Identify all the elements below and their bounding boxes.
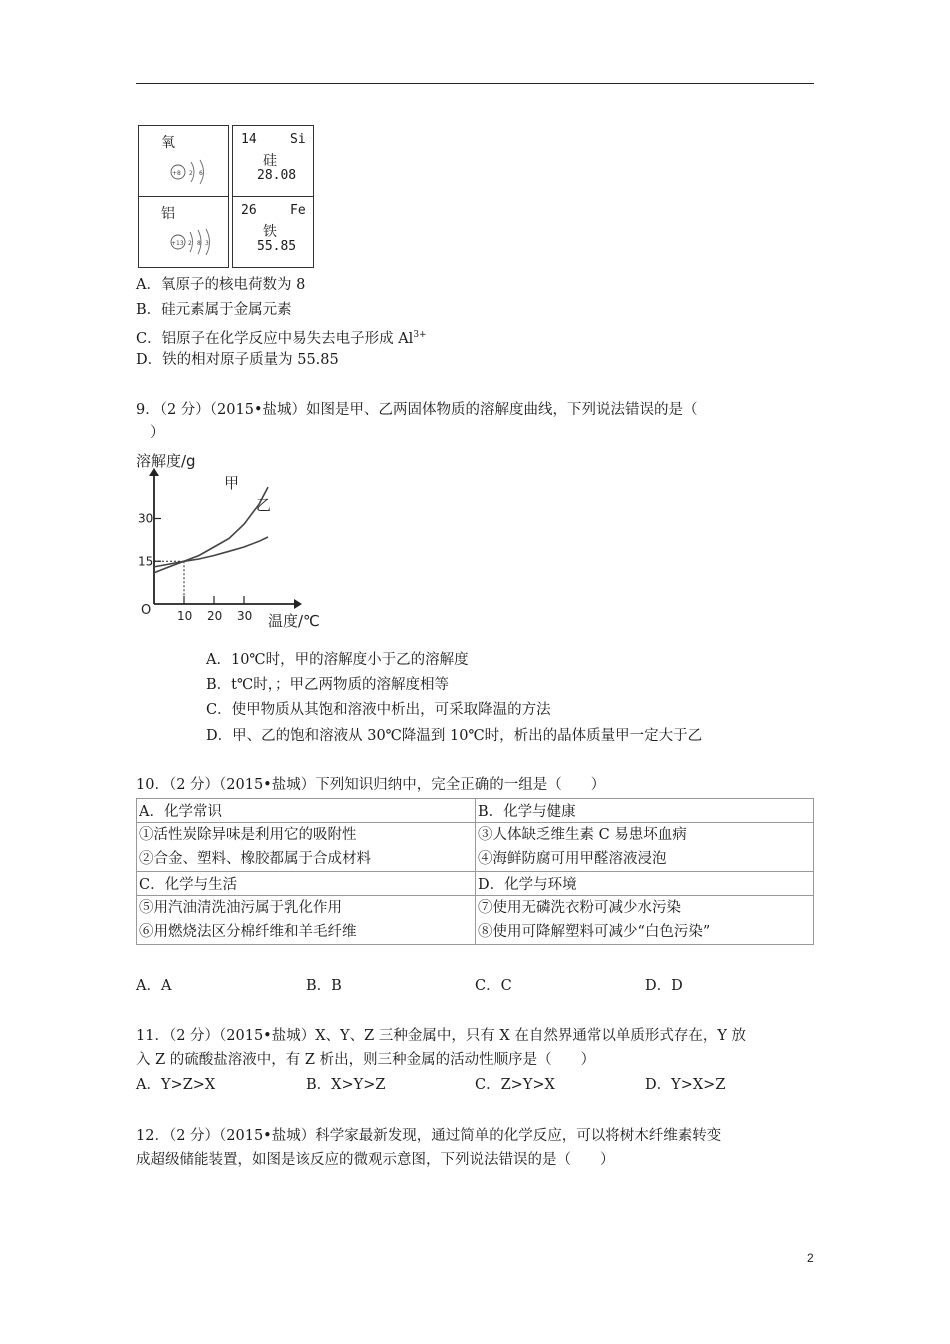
table-cell-b-items bbox=[476, 823, 814, 872]
q12-stem-cont: 成超级储能装置，如图是该反应的微观示意图，下列说法错误的是（ ） bbox=[136, 1152, 615, 1168]
svg-text:+13: +13 bbox=[171, 240, 184, 247]
q10-option-d: D．D bbox=[645, 978, 683, 994]
q11-option-b: B．X>Y>Z bbox=[306, 1077, 386, 1093]
table-cell-b-title: B．化学与健康 bbox=[476, 799, 814, 823]
list-item: ③人体缺乏维生素 C 易患坏血病 bbox=[478, 827, 687, 843]
atomic-mass: 55.85 bbox=[257, 239, 297, 254]
q10-stem: 10．（2 分）（2015•盐城）下列知识归纳中，完全正确的一组是（ ） bbox=[136, 777, 606, 793]
chart-ylabel: 溶解度/g bbox=[136, 452, 196, 470]
list-item: ②合金、塑料、橡胶都属于合成材料 bbox=[139, 851, 371, 867]
element-name: 铁 bbox=[263, 224, 277, 240]
series-line-yi bbox=[154, 537, 268, 567]
table-cell-c-title: C．化学与生活 bbox=[137, 872, 476, 896]
page-number: 2 bbox=[807, 1251, 814, 1265]
chart-plot bbox=[138, 468, 302, 623]
table-row bbox=[137, 799, 814, 823]
chart-series-label-yi: 乙 bbox=[256, 496, 272, 514]
table-row bbox=[137, 896, 814, 945]
x-tick-label: 30 bbox=[237, 609, 253, 623]
x-tick-label: 20 bbox=[207, 609, 223, 623]
list-item: ⑧使用可降解塑料可减少“白色污染” bbox=[478, 924, 711, 940]
q10-option-b: B．B bbox=[306, 978, 342, 994]
q11-option-c: C．Z>Y>X bbox=[475, 1077, 555, 1093]
svg-text:2: 2 bbox=[188, 240, 192, 247]
q9-option-b: B．t℃时，；甲乙两物质的溶解度相等 bbox=[206, 677, 449, 693]
q8-option-b: B．硅元素属于金属元素 bbox=[136, 302, 292, 318]
table-cell-d-title: D．化学与环境 bbox=[476, 872, 814, 896]
q11-stem-cont: 入 Z 的硫酸盐溶液中，有 Z 析出，则三种金属的活动性顺序是（ ） bbox=[136, 1052, 596, 1068]
x-axis-arrow bbox=[294, 599, 302, 609]
element-name: 铝 bbox=[161, 206, 175, 222]
y-tick-label: 15 bbox=[138, 554, 154, 569]
atomic-number: 26 bbox=[241, 203, 257, 218]
q9-option-d: D．甲、乙的饱和溶液从 30℃降温到 10℃时，析出的晶体质量甲一定大于乙 bbox=[206, 728, 703, 744]
element-card-silicon bbox=[232, 125, 314, 197]
list-item: ⑥用燃烧法区分棉纤维和羊毛纤维 bbox=[139, 924, 357, 940]
q11-stem: 11．（2 分）（2015•盐城）X、Y、Z 三种金属中，只有 X 在自然界通常以单质形式存在，Y 放 bbox=[136, 1028, 747, 1044]
q8-option-c bbox=[136, 326, 427, 348]
table-cell-a-items bbox=[137, 823, 476, 872]
q9-option-a: A．10℃时，甲的溶解度小于乙的溶解度 bbox=[206, 652, 469, 668]
ion-charge: 3+ bbox=[413, 330, 427, 340]
header-rule bbox=[136, 83, 814, 84]
x-tick-label: 10 bbox=[177, 609, 193, 623]
svg-text:8: 8 bbox=[197, 240, 201, 247]
svg-text:6: 6 bbox=[199, 170, 203, 177]
chart-series-label-jia: 甲 bbox=[224, 474, 240, 492]
element-card-oxygen bbox=[138, 125, 229, 197]
q10-option-c: C．C bbox=[475, 978, 512, 994]
q11-option-a: A．Y>Z>X bbox=[136, 1077, 216, 1093]
table-cell-c-items bbox=[137, 896, 476, 945]
svg-text:2: 2 bbox=[189, 170, 193, 177]
table-row bbox=[137, 823, 814, 872]
element-symbol: Si bbox=[290, 132, 306, 147]
q9-option-c: C．使甲物质从其饱和溶液中析出，可采取降温的方法 bbox=[206, 702, 551, 718]
svg-text:3: 3 bbox=[205, 240, 209, 247]
list-item: ①活性炭除异味是利用它的吸附性 bbox=[139, 827, 357, 843]
list-item: ⑤用汽油清洗油污属于乳化作用 bbox=[139, 900, 342, 916]
q9-stem: 9．（2 分）（2015•盐城）如图是甲、乙两固体物质的溶解度曲线，下列说法错误的是（ bbox=[136, 402, 698, 418]
q10-option-a: A．A bbox=[136, 978, 172, 994]
element-card-aluminum bbox=[138, 196, 229, 268]
chart-origin-label: O bbox=[141, 603, 152, 618]
q9-stem-cont: ） bbox=[150, 425, 165, 441]
element-name: 氧 bbox=[161, 135, 175, 151]
knowledge-table bbox=[136, 798, 814, 945]
atom-structure-aluminum-icon bbox=[167, 227, 223, 257]
table-cell-a-title: A．化学常识 bbox=[137, 799, 476, 823]
list-item: ④海鲜防腐可用甲醛溶液浸泡 bbox=[478, 851, 667, 867]
chart-xlabel: 温度/℃ bbox=[268, 612, 320, 630]
solubility-chart bbox=[132, 446, 332, 634]
svg-text:+8: +8 bbox=[172, 170, 181, 177]
element-name: 硅 bbox=[263, 153, 277, 169]
q8-option-c-text: C．铝原子在化学反应中易失去电子形成 Al bbox=[136, 330, 414, 347]
q11-option-d: D．Y>X>Z bbox=[645, 1077, 726, 1093]
atomic-number: 14 bbox=[241, 132, 257, 147]
q8-option-d: D．铁的相对原子质量为 55.85 bbox=[136, 352, 339, 368]
atom-structure-oxygen-icon bbox=[167, 158, 219, 186]
atomic-mass: 28.08 bbox=[257, 168, 297, 183]
table-row bbox=[137, 872, 814, 896]
list-item: ⑦使用无磷洗衣粉可减少水污染 bbox=[478, 900, 681, 916]
series-line-jia bbox=[154, 487, 268, 573]
y-tick-label: 30 bbox=[138, 511, 154, 526]
element-card-iron bbox=[232, 196, 314, 268]
q12-stem: 12．（2 分）（2015•盐城）科学家最新发现，通过简单的化学反应，可以将树木纤维素转变 bbox=[136, 1128, 722, 1144]
table-cell-d-items bbox=[476, 896, 814, 945]
q8-option-a: A．氧原子的核电荷数为 8 bbox=[136, 277, 306, 293]
element-symbol: Fe bbox=[290, 203, 306, 218]
